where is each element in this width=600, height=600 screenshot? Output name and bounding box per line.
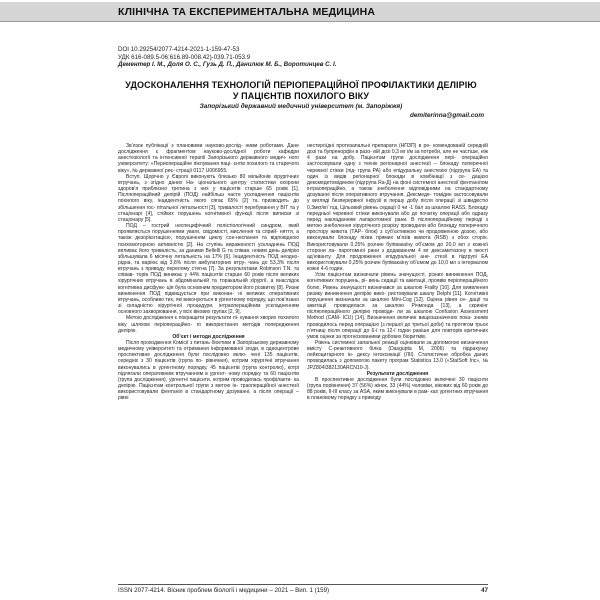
journal-section-banner [0,2,600,22]
paragraph-aim: Метою дослідження є покращити результати лі- кування хворих похилого віку шляхом періопераційно- го використання методів попередження делірію. [118,315,299,334]
paragraph-relation: Зв’язок публікації з плановими науково-дослід- ними роботами. Дане дослідження є фрагментом науково-дослідної роботи кафедри анестезіології та інтенсивної терапії Запорізького державного медич- ного університету: «Периопераційне піклування паці- єнтів похилого та старечого віку», № державної реє- страції 0117 U006955. [118,143,299,174]
paragraph-introduction: Вступ. Щорічно у Європі виконують близько 80 мільйонів хірургічних втручань, з згідно даних На- ціонального центру статистики охорони здоров’я приблизно третина з них у пацієнтів старше 65 років [1]. Післяопераційний делірій (ПОД) найбільш часте ускладнення пацієнтів похилого віку, інцидентність якого сягає 65% [2] та призводить до збільшення гос- пітальної летальності [3], тривалості перебування у ВІТ та у стаціонарі [4], стійких порушень когнітивної функції після виписки зі стаціонару [5]. [118,173,299,223]
page-footer [118,587,488,594]
doi[interactable]: DOI 10.29254/2077-4214-2021-1-159-47-53 [118,46,240,53]
section-heading-methods: Об’єкт і методи дослідження [172,333,245,340]
footer-divider [118,584,488,585]
paragraph-statistics: Рівень системної запальної реакції оцінювали за допомогою визначення вмісту С-реактивного білка (Dasgupta M, 2006) та підрахунку лейкоцитарного ін- дексу інтоксикації (ЛІІ). Статистичне обробка даних проводилась з допомогою пакету програм Statistica 13.0 («StatSoft Inc», № JPZ804I382130ARCN10-J). [307,340,488,371]
journal-citation: ISSN 2077-4214. Вісник проблем біології і медицини – 2021 – Вип. 1 (159) [118,587,330,594]
journal-section-title: КЛІНІЧНА ТА ЕКСПЕРИМЕНТАЛЬНА МЕДИЦИНА [118,5,376,18]
affiliation: Запорізький державний медичний університет (м. Запоріжжя) [199,103,403,110]
title-line-1: УДОСКОНАЛЕННЯ ТЕХНОЛОГІЙ ПЕРІОПЕРАЦІЙНОЇ ПРОФІЛАКТИКИ ДЕЛІРІЮ [125,80,477,90]
udc-code: УДК 616-089.5-06:616.89-008.42)-039.71-053.9 [118,53,251,61]
author-email[interactable]: demiterinna@gmail.com [409,112,484,119]
section-heading-results: Результати дослідження [366,370,429,377]
page-number: 47 [481,587,488,594]
article-metadata [118,46,337,69]
right-column [307,143,488,578]
left-column [118,143,299,578]
paragraph-pod-definition: ПОД – гострий неспецифічний полієтіологічний синдром, який проявляється порушеннями уваги, свідомості, мислення та сприй- няття, а також дезорієнтацією, порушенням циклу сон-неспання та відповідною психомоторною активністю [2]. На ступінь вираженості ускладнень ПОД впливає його тривалість, за даними Bellelli G та співав. новим день делірію збільшувала 6 місячну летальність на 17% [6]. Інцидентність ПОД неодно- рідна, та варіює від 3,6% після амбулаторних втру- чань до 53,3% після втручань з приводу перелому стегна [7]. За результатами Robinson T.N. та співав- торів ПОД виникає у 44% пацієнтів старше 60 років після великих хірургічних втручань в абдомінальній та торакальній хірургії, а внаслідок когнітивна дисфунк- ція була основним предиктором його розвитку [8]. Ризик виникнення ПОД підвищується при виконан- ні великих оперативних втручань, особливо тих, які виконуються в ургентному порядку, що пов’язано зі складністю хірургічної процедури, інтраопераційним ускладненням основного захворювання, у всіх вікових групах [2, 9]. [118,223,299,316]
paragraph-methods-cont: нестероїдні протизапальні препарати (НПЗП) в ре- комендованій середній дозі та бупренорфін в разо- вій дозі 0,3 мг і/м за потреби, але не частіше, ніж 4 рази на добу. Пацієнтам групи дослідження пері- операційно застосовували одну з технік регіонарної анестезії – блокаду поперечної черевної стінки (під- група РА) або епідуральну анестезію (підгрупа ЕА) та один із видів регіонарної блокади в комбінації з се- дацією дексмедетомідином (підгрупа Rа-Д) на фоні системної анестезії фентанілом інтраопераційно, а також знеболення відповідними на стандартному дозуванні після оперативного втручання. Дексмеде- томідин застосовували у вигляді безперервної інфузії в першу добу після операції зі швидкістю 0,3мкг/кг/ год. Цільовий рівень седації 0 чи -1 бал за шкалою RASS. Блокаду передньої черевної стінки виконували або до початку операції або одразу перед накладанням лапаротомної рани. В післяопераційному періоді з метою знеболення хірургічного розрізу проводили або блокаду поперечного простору живота (ТАР- блок) з суб’єктивною чи продовженою дозою, або виконували блокаду піхви прямих м’язів живота (RSB) з обох сторін. Використовували 0,25% розчин бупівакаїну об’ємом до 20,0 мл з кожної сторони ла- паротомної рани з додаванням 4 мг дексаметазону в якості ад’юванту. Для продовження епідуральної ане- стезії в підгрупі ЕА використовували 0,25% розчин бупівакаїну об’ємом до 10,0 мл з інтервалом кожні 4-6 годин. [307,143,488,273]
authors: Дементер І. М., Доля О. С., Гузь Д. П., Данилюк М. Б., Воротинцев С. І. [118,61,337,69]
title-line-2: У ПАЦІЄНТІВ ПОХИЛОГО ВІКУ [232,90,370,101]
paragraph-results: В проспективне дослідження були послідовно включені 30 пацієнти (група порівняння) 37 (56%) жінок, 33 (44%) чоловіки, вікових від 60 років до 88 років, ІІ-ІІІ класу за ASA, яким виконували в рам- ках ургентних втручання в плановому порядку з приводу [307,376,488,402]
paragraph-methods: Після проходження Комісії з питань біоетики в Запорізькому державному медичному університеті та отримання інформованої згоди, в одноцентрове проспективне дослідження були послідовно вклю- чені 135 пацієнтів, середніх з 30 пацієнтів (група по- рівняння), котрим хірургічні втручання виконувались в ургентному порядку, 45 пацієнтів (група контролю), котрі підлягали оперативним втручанням в ургент- ному порядку та 60 пацієнтів (група дослідження), ургентні пацієнти, котрим проводилась профілакти- ка делірію. Пацієнтам контрольної групи з метою ін- траопераційної анестезії використовували фентаніл в стандартному дозуванні, а після операції – рівні [118,340,299,402]
paragraph-assessment: Усім пацієнтам визначали рівень значущості, різних виникнення ПОД, когнітивних порушень, рі- вень седації та ажитації, проявів періопераційного болю. Рівень значущості визначався за шкалою Frailty [10]. Для виявлення ризику виникнення делірію вико- ристовували шкалу Delphi [11]. Когнітивні порушення визначали за шкалою Mini-Cog [12]. Оцінка рівня се- дації та ажитації проводилася за шкалою Річмонда [13], а скринінг післяопераційного делірію проводи- ли за шкалою Confusion Assessment Method (CAM- ICU) [14]. Визначення величин вищезазначених пока- зників проводилось перед операцією (з першої до третьої доби) та протягом трьох п’ятниці після операції до 6-ї та 12-ї годин раніше для повторів критичних умов оцінки за прогнозованими добових біоритмів. [307,272,488,340]
article-title [118,80,484,101]
